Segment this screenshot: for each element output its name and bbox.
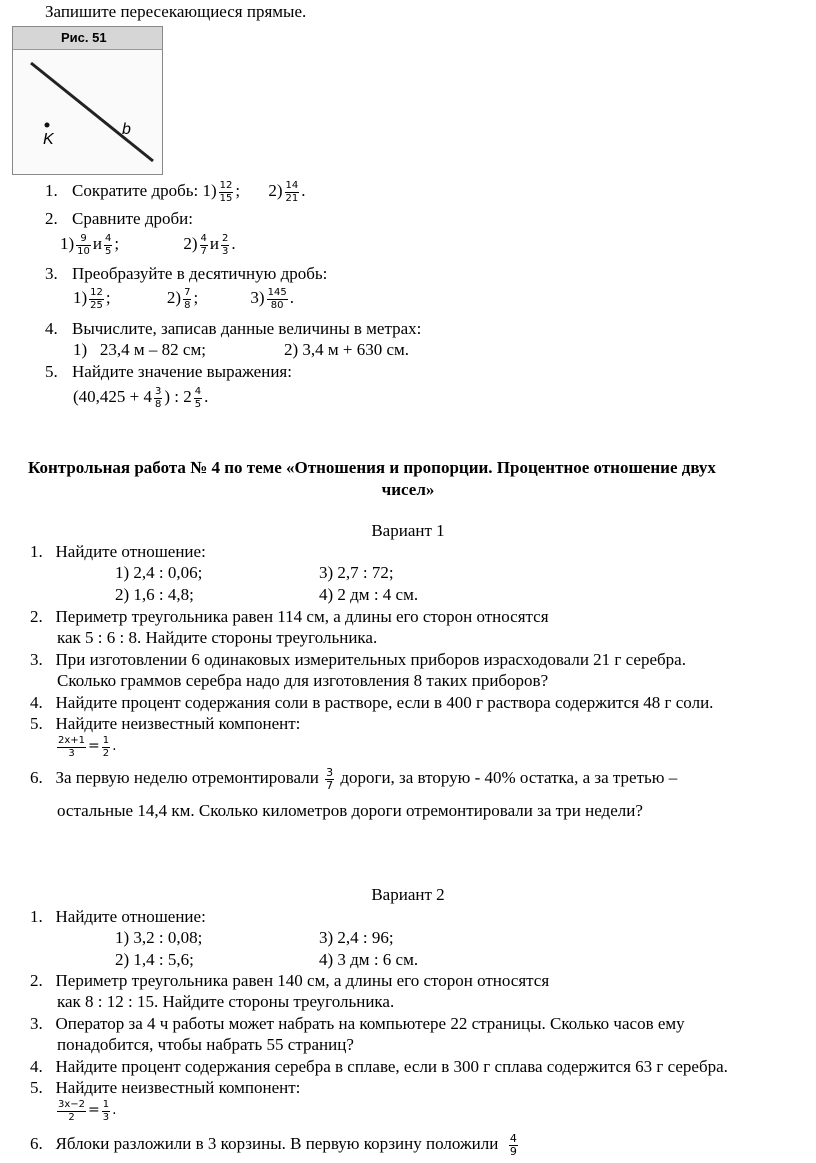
p1-task4-a: 1) 23,4 м – 82 см;	[73, 340, 206, 359]
p1-task2-items: 1) $\frac{9}{10}$ и $\frac{4}{5}$ ; 2) $\frac{4}{7}$ и $\frac{2}{3}$ .	[60, 232, 236, 257]
p1-task3-num: 3.	[45, 264, 58, 283]
variant-2-title: Вариант 2	[371, 885, 445, 904]
v1-task2: 2. Периметр треугольника равен 114 см, а длины его сторон относятся	[30, 607, 549, 626]
v2-task6: 6. Яблоки разложили в 3 корзины. В первую корзину положили $\frac{4}{9}$	[30, 1131, 517, 1158]
v1-task1-b: 2) 1,6 : 4,8;	[115, 585, 194, 604]
figure-caption: Рис. 51	[13, 27, 162, 50]
v1-task4: 4. Найдите процент содержания соли в растворе, если в 400 г раствора содержится 48 г соли.	[30, 693, 714, 712]
fraction: $\frac{14}{21}$	[285, 179, 299, 204]
v2-task3: 3. Оператор за 4 ч работы может набрать на компьютере 22 страницы. Сколько часов ему	[30, 1014, 685, 1033]
test-heading-line2: чисел»	[381, 480, 435, 499]
v1-task1-a: 1) 2,4 : 0,06;	[115, 563, 203, 582]
v1-task3: 3. При изготовлении 6 одинаковых измерительных приборов израсходовали 21 г серебра.	[30, 650, 686, 669]
v2-task1: 1. Найдите отношение:	[30, 907, 206, 926]
p1-task1: Сократите дробь: 1) $\frac{12}{15}$ ; 2) $\frac{14}{21}$ .	[72, 179, 306, 204]
v1-task6-cont: остальные 14,4 км. Сколько километров дороги отремонтировали за три недели?	[57, 801, 643, 820]
p1-task5-expr: (40,425 + 4 $\frac{3}{8}$ ) : 2 $\frac{4}{5}$ .	[73, 385, 209, 410]
p1-task4-num: 4.	[45, 319, 58, 338]
variant-1-title: Вариант 1	[371, 521, 445, 540]
v1-task1-c: 3) 2,7 : 72;	[319, 563, 394, 582]
p1-task4-text: Вычислите, записав данные величины в метрах:	[72, 319, 422, 338]
figure-51	[12, 26, 163, 175]
v2-task5: 5. Найдите неизвестный компонент:	[30, 1078, 301, 1097]
p1-task2-text: Сравните дроби:	[72, 209, 193, 228]
v2-task5-equation: $\frac{3x-2}{2}$ = $\frac{1}{3}$ .	[58, 1098, 117, 1123]
p1-task5-num: 5.	[45, 362, 58, 381]
p1-task1-num: 1.	[45, 181, 58, 200]
v1-task5: 5. Найдите неизвестный компонент:	[30, 714, 301, 733]
point-k	[45, 123, 50, 128]
p1-task5-text: Найдите значение выражения:	[72, 362, 292, 381]
v1-task5-equation: $\frac{2x+1}{3}$ = $\frac{1}{2}$ .	[58, 734, 117, 759]
v2-task1-b: 2) 1,4 : 5,6;	[115, 950, 194, 969]
fraction: $\frac{12}{15}$	[219, 179, 233, 204]
v1-task3-cont: Сколько граммов серебра надо для изготовления 8 таких приборов?	[57, 671, 549, 690]
intro-text: Запишите пересекающиеся прямые.	[45, 2, 307, 21]
point-label: K	[43, 131, 54, 148]
p1-task4-b: 2) 3,4 м + 630 см.	[284, 340, 410, 359]
v2-task1-c: 3) 2,4 : 96;	[319, 928, 394, 947]
v2-task2: 2. Периметр треугольника равен 140 см, а длины его сторон относятся	[30, 971, 550, 990]
v2-task1-d: 4) 3 дм : 6 см.	[319, 950, 419, 969]
p1-task3-items: 1) $\frac{12}{25}$ ; 2) $\frac{7}{8}$ ; 3) $\frac{145}{80}$ .	[73, 286, 294, 311]
v2-task1-a: 1) 3,2 : 0,08;	[115, 928, 203, 947]
v1-task6: 6. За первую неделю отремонтировали $\frac{3}{7}$ дороги, за вторую - 40% остатка, а за третью –	[30, 765, 678, 792]
v1-task1-d: 4) 2 дм : 4 см.	[319, 585, 419, 604]
p1-task2-num: 2.	[45, 209, 58, 228]
test-heading-line1: Контрольная работа № 4 по теме «Отношения и пропорции. Процентное отношение двух	[28, 458, 716, 477]
v2-task3-cont: понадобится, чтобы набрать 55 страниц?	[57, 1035, 354, 1054]
line-label: b	[122, 121, 131, 138]
p1-task3-text: Преобразуйте в десятичную дробь:	[72, 264, 328, 283]
figure-drawing	[13, 27, 162, 174]
v1-task1: 1. Найдите отношение:	[30, 542, 206, 561]
v1-task2-cont: как 5 : 6 : 8. Найдите стороны треугольника.	[57, 628, 378, 647]
v2-task4: 4. Найдите процент содержания серебра в сплаве, если в 300 г сплава содержится 63 г серебра.	[30, 1057, 728, 1076]
v2-task2-cont: как 8 : 12 : 15. Найдите стороны треугольника.	[57, 992, 395, 1011]
